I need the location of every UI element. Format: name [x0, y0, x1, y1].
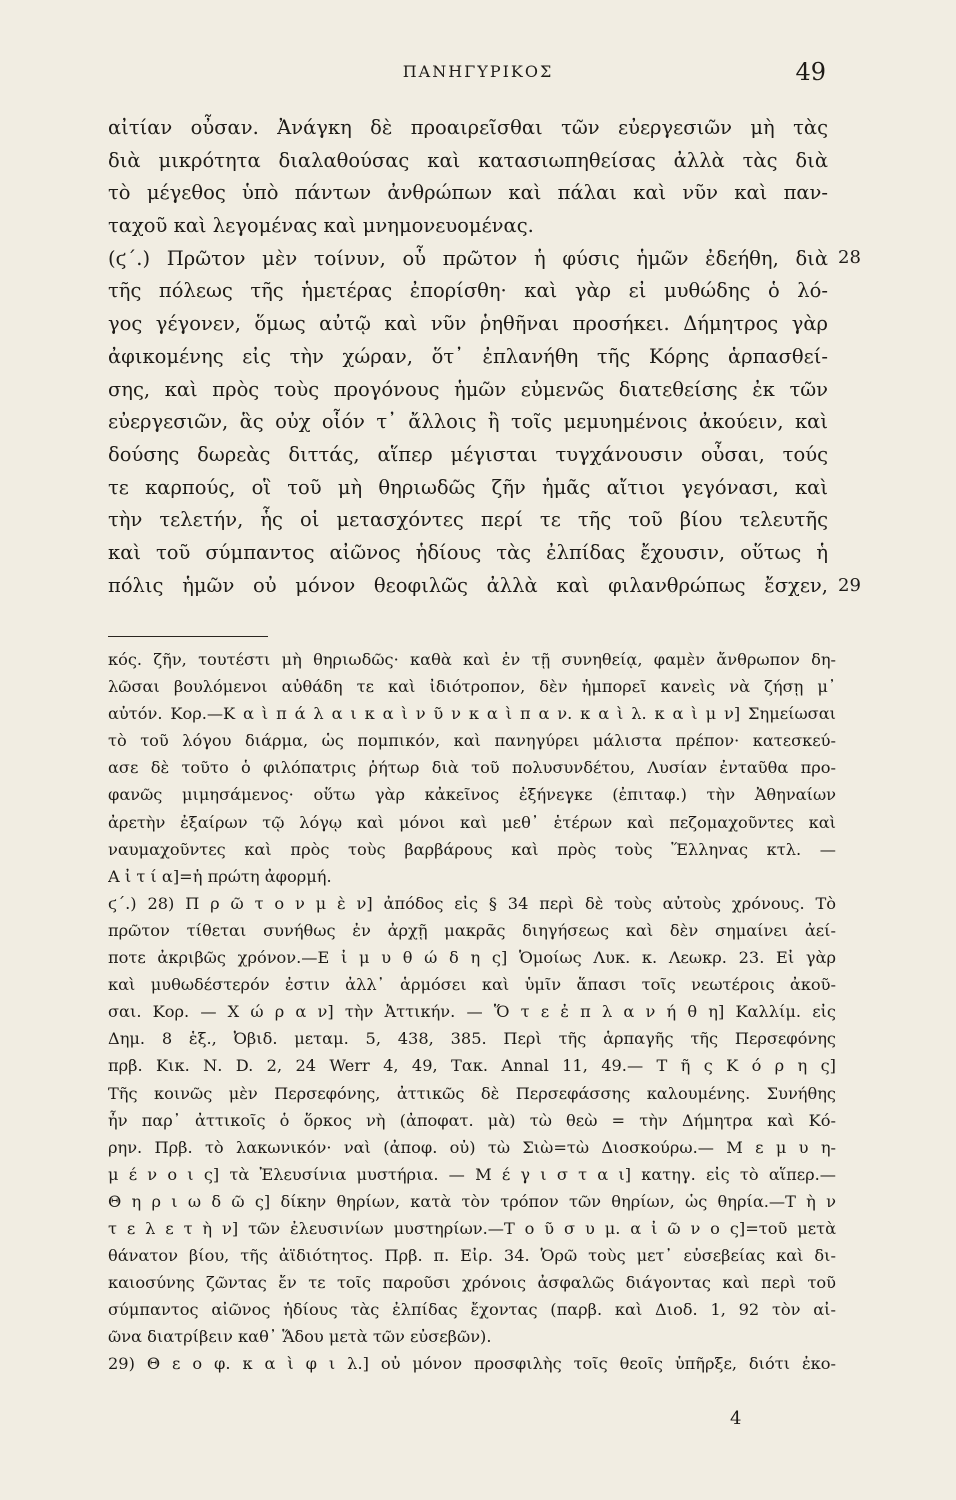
note-line: θάνατον βίου, τῆς ἀϊδιότητος. Πρβ. π. Εἰρ. 34. Ὁρῶ τοὺς μετ᾽ εὐσεβείας καὶ δι- [108, 1246, 836, 1266]
text-line: δούσης δωρεὰς διττάς, αἵπερ μέγισται τυγχάνουσιν οὖσαι, τούς [108, 442, 828, 466]
text-line: εὐεργεσιῶν, ἃς οὐχ οἷόν τ᾽ ἄλλοις ἢ τοῖς μεμυημένοις ἀκούειν, καὶ [108, 410, 828, 434]
text-line: τὸ μέγεθος ὑπὸ πάντων ἀνθρώπων καὶ πάλαι καὶ νῦν καὶ παν- [108, 181, 828, 205]
text-line: ταχοῦ καὶ λεγομένας καὶ μνημονευομένας. [108, 214, 534, 238]
note-line: ναυμαχοῦντες καὶ πρὸς τοὺς βαρβάρους καὶ πρὸς τοὺς Ἕλληνας κτλ. — [108, 839, 836, 859]
note-line: Α ἰ τ ί α]=ἡ πρώτη ἀφορμή. [108, 866, 332, 886]
note-line: Θ η ρ ι ω δ ῶ ς] δίκην θηρίων, κατὰ τὸν τρόπον τῶν θηρίων, ὡς θηρία.—Τ ὴ ν [108, 1191, 836, 1211]
text-line: τὴν τελετήν, ἧς οἱ μετασχόντες περί τε τῆς τοῦ βίου τελευτῆς [108, 508, 828, 532]
note-line: φανῶς μιμησάμενος· οὕτω γὰρ κἀκεῖνος ἐξήνεγκε (ἐπιταφ.) τὴν Ἀθηναίων [108, 785, 836, 805]
note-line: πρῶτον τίθεται συνήθως ἐν ἀρχῇ μακρᾶς διηγήσεως καὶ δὲν σημαίνει ἀεί- [108, 920, 836, 940]
note-line: Δημ. 8 ἑξ., Ὀβιδ. μεταμ. 5, 438, 385. Περὶ τῆς ἁρπαγῆς τῆς Περσεφόνης [108, 1029, 836, 1049]
note-line: Τῆς κοινῶς μὲν Περσεφόνης, ἀττικῶς δὲ Περσεφάσσης καλουμένης. Συνήθης [108, 1083, 836, 1103]
note-line: τ ε λ ε τ ὴ ν] τῶν ἐλευσινίων μυστηρίων.—Τ ο ῦ σ υ μ. α ἰ ῶ ν ο ς]=τοῦ μετὰ [108, 1218, 836, 1238]
note-line: πρβ. Κικ. Ν. D. 2, 24 Werr 4, 49, Τακ. Annal 11, 49.— Τ ῆ ς Κ ό ρ η ς] [108, 1056, 836, 1076]
commentary-notes [108, 646, 836, 1378]
note-line: λῶσαι βουλόμενοι αὐθάδη τε καὶ ἰδιότροπον, δὲν ἠμπορεῖ κανεὶς νὰ ζήσῃ μ᾽ [108, 677, 836, 697]
text-line: τῆς πόλεως τῆς ἡμετέρας ἐπορίσθη· καὶ γὰρ εἰ μυθώδης ὁ λό- [108, 279, 828, 303]
note-line: ῶνα διατρίβειν καθ᾽ Ἅδου μετὰ τῶν εὐσεβῶν). [108, 1327, 492, 1347]
text-line: ἀφικομένης εἰς τὴν χώραν, ὅτ᾽ ἐπλανήθη τῆς Κόρης ἁρπασθεί- [108, 344, 828, 368]
footnote-rule [108, 636, 268, 637]
note-line: τὸ τοῦ λόγου διάρμα, ὡς πομπικόν, καὶ πανηγύρει μάλιστα πρέπον· κατεσκεύ- [108, 731, 836, 751]
page-number: 49 [795, 58, 826, 86]
section-number-28: 28 [838, 247, 861, 268]
text-line: γος γέγονεν, ὅμως αὐτῷ καὶ νῦν ῥηθῆναι προσήκει. Δήμητρος γὰρ [108, 312, 828, 336]
text-line: αἰτίαν οὖσαν. Ἀνάγκη δὲ προαιρεῖσθαι τῶν εὐεργεσιῶν μὴ τὰς [108, 116, 828, 139]
note-line: ϛ΄.) 28) Π ρ ῶ τ ο ν μ ὲ ν] ἀπόδος εἰς § 34 περὶ δὲ τοὺς αὐτοὺς χρόνους. Τὸ [108, 893, 836, 913]
note-line: ποτε ἀκριβῶς χρόνον.—Ε ἰ μ υ θ ώ δ η ς] Ὁμοίως Λυκ. κ. Λεωκρ. 23. Εἰ γὰρ [108, 948, 836, 968]
text-line: (ϛ΄.) Πρῶτον μὲν τοίνυν, οὗ πρῶτον ἡ φύσις ἡμῶν ἐδεήθη, διὰ [108, 246, 828, 270]
main-text [108, 112, 861, 602]
text-line: τε καρπούς, οἳ τοῦ μὴ θηριωδῶς ζῆν ἡμᾶς αἴτιοι γεγόνασι, καὶ [108, 475, 828, 499]
text-line: σης, καὶ πρὸς τοὺς προγόνους ἡμῶν εὐμενῶς διατεθείσης ἐκ τῶν [108, 377, 828, 401]
note-line: καιοσύνης ζῶντας ἔν τε τοῖς παροῦσι χρόνοις ἀσφαλῶς διάγοντας καὶ περὶ τοῦ [108, 1273, 836, 1293]
note-line: σαι. Κορ. — Χ ώ ρ α ν] τὴν Ἀττικήν. — Ὅ τ ε ἐ π λ α ν ή θ η] Καλλίμ. εἰς [108, 1002, 836, 1022]
text-line: διὰ μικρότητα διαλαθούσας καὶ κατασιωπηθείσας ἀλλὰ τὰς διὰ [108, 148, 828, 172]
note-line: καὶ μυθωδέστερόν ἐστιν ἀλλ᾽ ἁρμόσει καὶ ὑμῖν ἅπασι τοῖς νεωτέροις ἀκοῦ- [108, 975, 836, 995]
text-line: καὶ τοῦ σύμπαντος αἰῶνος ἡδίους τὰς ἐλπίδας ἔχουσιν, οὕτως ἡ [108, 540, 828, 564]
note-line: 29) Θ ε ο φ. κ α ὶ φ ι λ.] οὐ μόνον προσφιλὴς τοῖς θεοῖς ὑπῆρξε, διότι ἐκο- [108, 1354, 836, 1374]
note-line: αὐτόν. Κορ.—Κ α ὶ π ά λ α ι κ α ὶ ν ῦ ν κ α ὶ π α ν. κ α ὶ λ. κ α ὶ μ ν] Σημείωσαι [108, 704, 836, 724]
signature-mark: 4 [730, 1408, 742, 1429]
text-line: πόλις ἡμῶν οὐ μόνον θεοφιλῶς ἀλλὰ καὶ φιλανθρώπως ἔσχεν, [108, 573, 828, 597]
note-line: ἦν παρ᾽ ἀττικοῖς ὁ ὅρκος νὴ (ἀποφατ. μὰ) τὼ θεὼ = τὴν Δήμητρα καὶ Κό- [108, 1110, 836, 1130]
note-line: ασε δὲ τοῦτο ὁ φιλόπατρις ῥήτωρ διὰ τοῦ πολυσυνδέτου, Λυσίαν ἐνταῦθα προ- [108, 758, 836, 778]
note-line: ἀρετὴν ἐξαίρων τῷ λόγῳ καὶ μόνοι καὶ μεθ᾽ ἑτέρων καὶ πεζομαχοῦντες καὶ [108, 812, 836, 832]
note-line: σύμπαντος αἰῶνος ἡδίους τὰς ἐλπίδας ἔχοντας (παρβ. καὶ Διοδ. 1, 92 τὸν αἰ- [108, 1300, 836, 1320]
section-number-29: 29 [838, 575, 861, 596]
note-line: ρην. Πρβ. τὸ λακωνικόν· ναὶ (ἀποφ. οὐ) τὼ Σιὼ=τὼ Διοσκούρω.— Μ ε μ υ η- [108, 1137, 836, 1157]
running-title: ΠΑΝΗΓΥΡΙΚΟΣ [402, 62, 554, 81]
note-line: μ έ ν ο ι ς] τὰ Ἐλευσίνια μυστήρια. — Μ έ γ ι σ τ α ι] κατηγ. εἰς τὸ αἵπερ.— [108, 1164, 836, 1184]
page-header [0, 58, 956, 88]
note-line: κός. ζῆν, τουτέστι μὴ θηριωδῶς· καθὰ καὶ ἐν τῇ συνηθείᾳ, φαμὲν ἄνθρωπον δη- [108, 650, 836, 669]
